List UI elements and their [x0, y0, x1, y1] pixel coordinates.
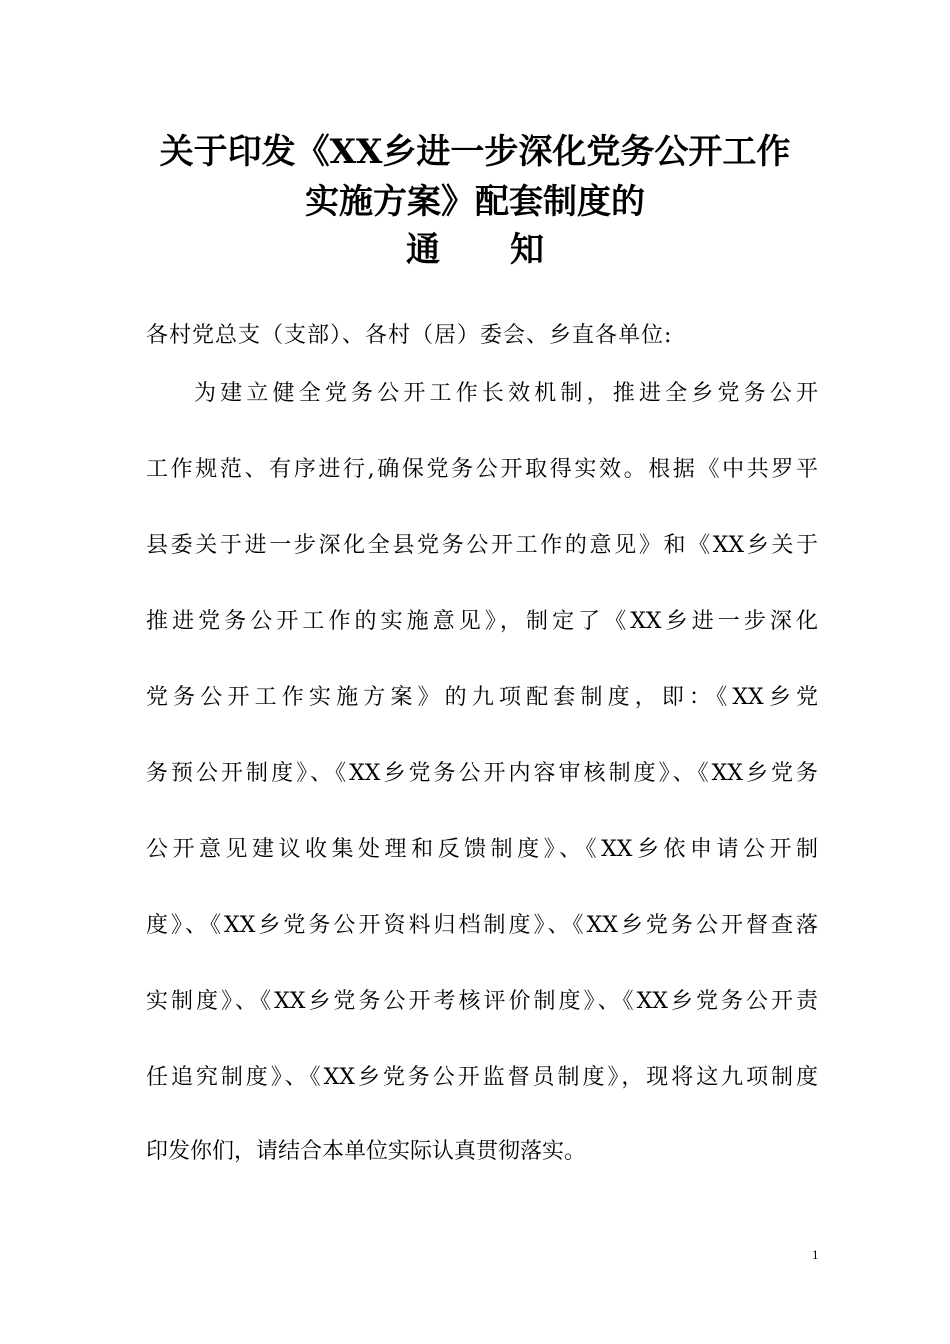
body-line: 党务公开工作实施方案》的九项配套制度，即：《XX乡党 [146, 685, 818, 710]
body-line: 务预公开制度》、《XX乡党务公开内容审核制度》、《XX乡党务 [146, 761, 818, 786]
page-number: 1 [812, 1247, 819, 1262]
salutation: 各村党总支（支部）、各村（居）委会、乡直各单位: [146, 323, 673, 348]
body-line: 县委关于进一步深化全县党务公开工作的意见》和《XX乡关于 [146, 533, 818, 558]
body-line: 公开意见建议收集处理和反馈制度》、《XX乡依申请公开制 [146, 837, 818, 862]
body-line: 实制度》、《XX乡党务公开考核评价制度》、《XX乡党务公开责 [146, 989, 818, 1014]
body-line: 度》、《XX乡党务公开资料归档制度》、《XX乡党务公开督查落 [146, 913, 818, 938]
body-line: 印发你们，请结合本单位实际认真贯彻落实。 [146, 1139, 587, 1164]
document-title-line-3: 通知 [406, 230, 614, 270]
body-line: 推进党务公开工作的实施意见》，制定了《XX乡进一步深化 [146, 609, 818, 634]
document-title-line-1: 关于印发《XX乡进一步深化党务公开工作 [159, 132, 791, 172]
body-line: 为建立健全党务公开工作长效机制，推进全乡党务公开 [194, 381, 818, 406]
body-line: 工作规范、有序进行,确保党务公开取得实效。根据《中共罗平 [146, 457, 818, 482]
body-line: 任追究制度》、《XX乡党务公开监督员制度》，现将这九项制度 [146, 1065, 818, 1090]
document-title-line-2: 实施方案》配套制度的 [305, 182, 645, 222]
